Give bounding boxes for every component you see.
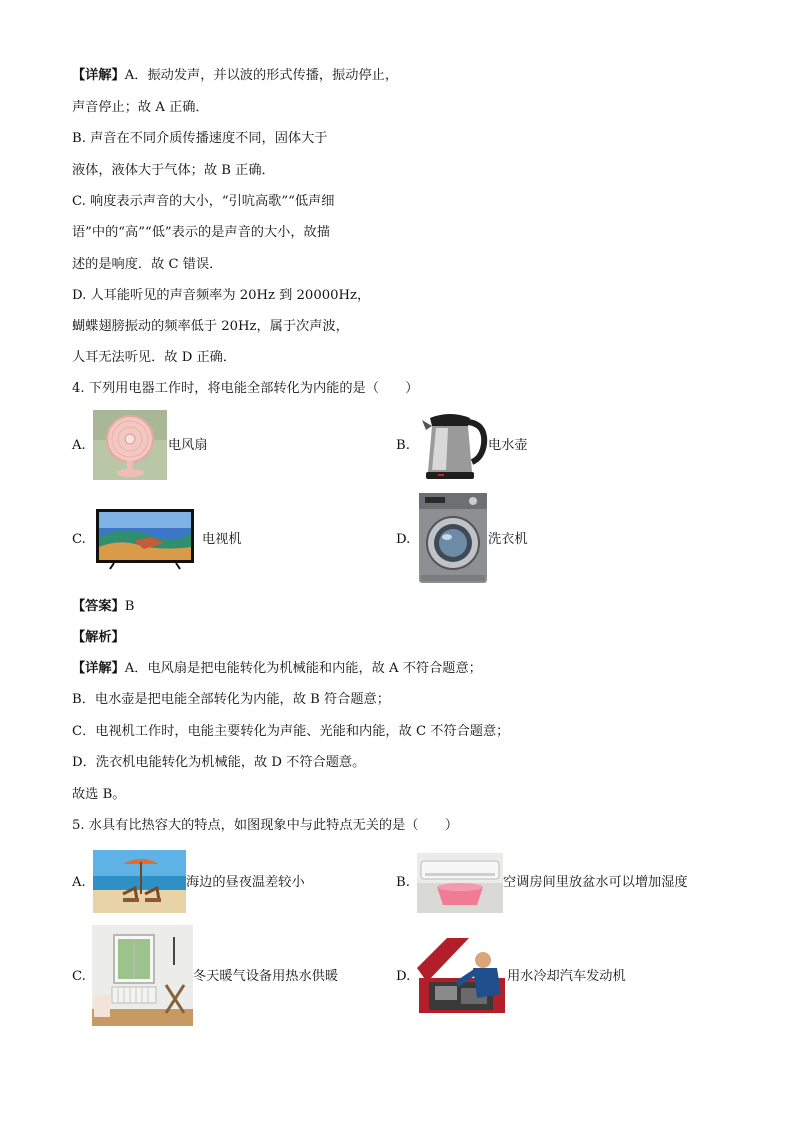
detail-tag: 【详解】 [72, 68, 125, 83]
detail-text: A．电风扇是把电能转化为机械能和内能，故 A 不符合题意； [124, 661, 482, 676]
q3-detail-line-1 [72, 66, 398, 86]
q4-option-c-letter: C. [72, 532, 86, 547]
q5-option-c-caption: 冬天暖气设备用热水供暖 [193, 969, 339, 984]
q4-detail-line-b: B．电水壶是把电能全部转化为内能，故 B 符合题意； [72, 692, 390, 707]
car-engine-photo-icon [417, 938, 507, 1013]
electric-kettle-photo-icon [418, 408, 488, 482]
q4-option-a-caption: 电风扇 [168, 438, 208, 453]
beach-photo-icon [93, 850, 186, 913]
q5-option-d-caption: 用水冷却汽车发动机 [507, 969, 626, 984]
air-conditioner-basin-photo-icon [417, 853, 503, 913]
answer-value: B [124, 599, 135, 614]
answer-tag: 【答案】 [72, 599, 125, 614]
q4-question: 4. 下列用电器工作时，将电能全部转化为内能的是（ ） [72, 381, 419, 396]
q4-option-d-letter: D. [396, 532, 411, 547]
q4-option-b-letter: B. [396, 438, 410, 453]
q5-option-b-letter: B. [396, 875, 410, 890]
q4-detail-line-c: C．电视机工作时，电能主要转化为声能、光能和内能，故 C 不符合题意； [72, 724, 510, 739]
q4-detail-line-a [72, 659, 482, 679]
q4-analysis-tag: 【解析】 [72, 630, 125, 645]
q3-detail-line-2: 声音停止；故 A 正确． [72, 100, 209, 115]
detail-text: A．振动发声，并以波的形式传播，振动停止， [124, 68, 399, 83]
q5-question: 5. 水具有比热容大的特点，如图现象中与此特点无关的是（ ） [72, 818, 459, 833]
q3-detail-line-5: C. 响度表示声音的大小，“引吭高歌”“低声细 [72, 194, 335, 209]
washing-machine-photo-icon [417, 491, 489, 585]
q4-answer-line [72, 597, 134, 617]
q3-detail-line-4: 液体，液体大于气体；故 B 正确． [72, 163, 275, 178]
q5-option-a-letter: A. [72, 875, 86, 890]
q5-option-b-caption: 空调房间里放盆水可以增加湿度 [503, 875, 688, 890]
q3-detail-line-7: 述的是响度．故 C 错误． [72, 257, 223, 272]
q4-option-d-caption: 洗衣机 [488, 532, 528, 547]
q3-detail-line-3: B. 声音在不同介质传播速度不同，固体大于 [72, 131, 328, 146]
q5-option-a-caption: 海边的昼夜温差较小 [186, 875, 305, 890]
q4-detail-line-d: D．洗衣机电能转化为机械能，故 D 不符合题意。 [72, 755, 366, 770]
television-photo-icon [94, 507, 196, 571]
q3-detail-line-10: 人耳无法听见．故 D 正确． [72, 350, 237, 365]
detail-tag: 【详解】 [72, 661, 125, 676]
q3-detail-line-9: 蝴蝶翅膀振动的频率低于 20Hz，属于次声波， [72, 319, 349, 334]
q4-option-a-letter: A. [72, 438, 86, 453]
q5-option-d-letter: D. [396, 969, 411, 984]
radiator-room-photo-icon [92, 925, 193, 1026]
q5-option-c-letter: C. [72, 969, 86, 984]
q4-option-b-caption: 电水壶 [488, 438, 528, 453]
q3-detail-line-8: D. 人耳能听见的声音频率为 20Hz 到 20000Hz， [72, 288, 371, 303]
q4-conclusion: 故选 B。 [72, 787, 126, 802]
q3-detail-line-6: 语”中的“高”“低”表示的是声音的大小，故描 [72, 225, 330, 240]
q4-option-c-caption: 电视机 [202, 532, 242, 547]
electric-fan-photo-icon [93, 410, 167, 480]
